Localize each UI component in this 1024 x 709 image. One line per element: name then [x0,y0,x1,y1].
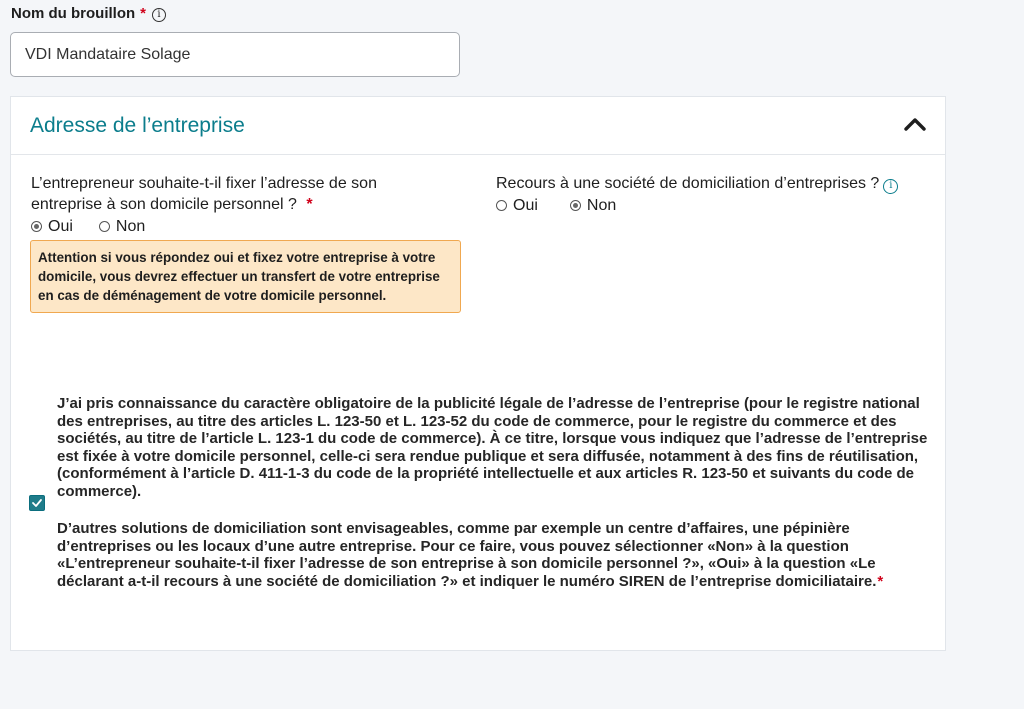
address-section-card [10,96,946,651]
domiciliation-question [496,173,936,216]
radio-unchecked-icon[interactable] [496,200,507,211]
section-header[interactable] [11,97,945,155]
draft-name-label [11,5,166,22]
radio-checked-icon[interactable] [570,200,581,211]
domiciliation-radio-non[interactable] [570,195,616,216]
section-title: Adresse de l’entreprise [30,114,245,137]
info-icon[interactable]: i [883,179,898,194]
radio-label: Oui [513,196,538,214]
draft-name-input[interactable] [10,32,460,77]
radio-label: Oui [48,217,73,235]
required-mark: * [306,196,313,213]
domiciliation-radio-oui[interactable] [496,195,538,216]
radio-unchecked-icon[interactable] [99,221,110,232]
legal-notice-paragraph-2 [57,520,937,590]
domiciliation-question-text: Recours à une société de domiciliation d’entreprises ? [496,175,880,192]
chevron-up-icon[interactable] [903,114,927,134]
legal-notice-checkbox[interactable] [29,495,45,511]
draft-name-label-text: Nom du brouillon [11,5,136,22]
home-address-question-text: L’entrepreneur souhaite-t-il fixer l’adresse de son entreprise à son domicile personnel ? [31,175,377,213]
required-mark: * [877,572,884,590]
home-address-radio-oui[interactable] [31,216,73,237]
radio-label: Non [115,217,146,235]
info-icon[interactable]: i [152,8,166,22]
home-address-warning: Attention si vous répondez oui et fixez votre entreprise à votre domicile, vous devrez effectuer un transfert de votre entreprise en cas de déménagement de votre domicile personnel. [30,240,461,313]
home-address-question [31,173,451,237]
legal-notice-paragraph-2-text: D’autres solutions de domiciliation sont envisageables, comme par exemple un centre d’affaires, une pépinière d’entreprises ou les locaux d’une autre entreprise. Pour ce faire, vous pouvez sélectionner «Non» à la question «L’entrepreneur souhaite-t-il fixer l’adresse de son entreprise à son domicile personnel ?», «Oui» à la question «Le déclarant a-t-il recours à une société de domiciliation ?» et indiquer le numéro SIREN de l’entreprise domiciliataire. [57,520,877,590]
radio-label: Non [586,196,617,214]
radio-checked-icon[interactable] [31,221,42,232]
checkmark-icon [31,497,43,509]
home-address-radio-non[interactable] [99,216,145,237]
required-mark: * [140,5,146,22]
legal-notice-paragraph-1: J’ai pris connaissance du caractère obligatoire de la publicité légale de l’adresse de l’entreprise (pour le registre national des entreprises, au titre des articles L. 123-50 et L. 123-52 du code de commerce, pour le registre du commerce et des sociétés, au titre de l’article L. 123-1 du code de commerce). À ce titre, lorsque vous indiquez que l’adresse de l’entreprise est fixée à votre domicile personnel, celle-ci sera rendue publique et sera diffusée, notamment à des fins de réutilisation, (conformément à l’article D. 411-1-3 du code de la propriété intellectuelle et aux articles R. 123-50 et suivants du code de commerce). [57,395,928,500]
legal-notice-text [57,395,937,590]
home-address-radio-group [31,215,451,237]
domiciliation-radio-group [496,194,936,216]
